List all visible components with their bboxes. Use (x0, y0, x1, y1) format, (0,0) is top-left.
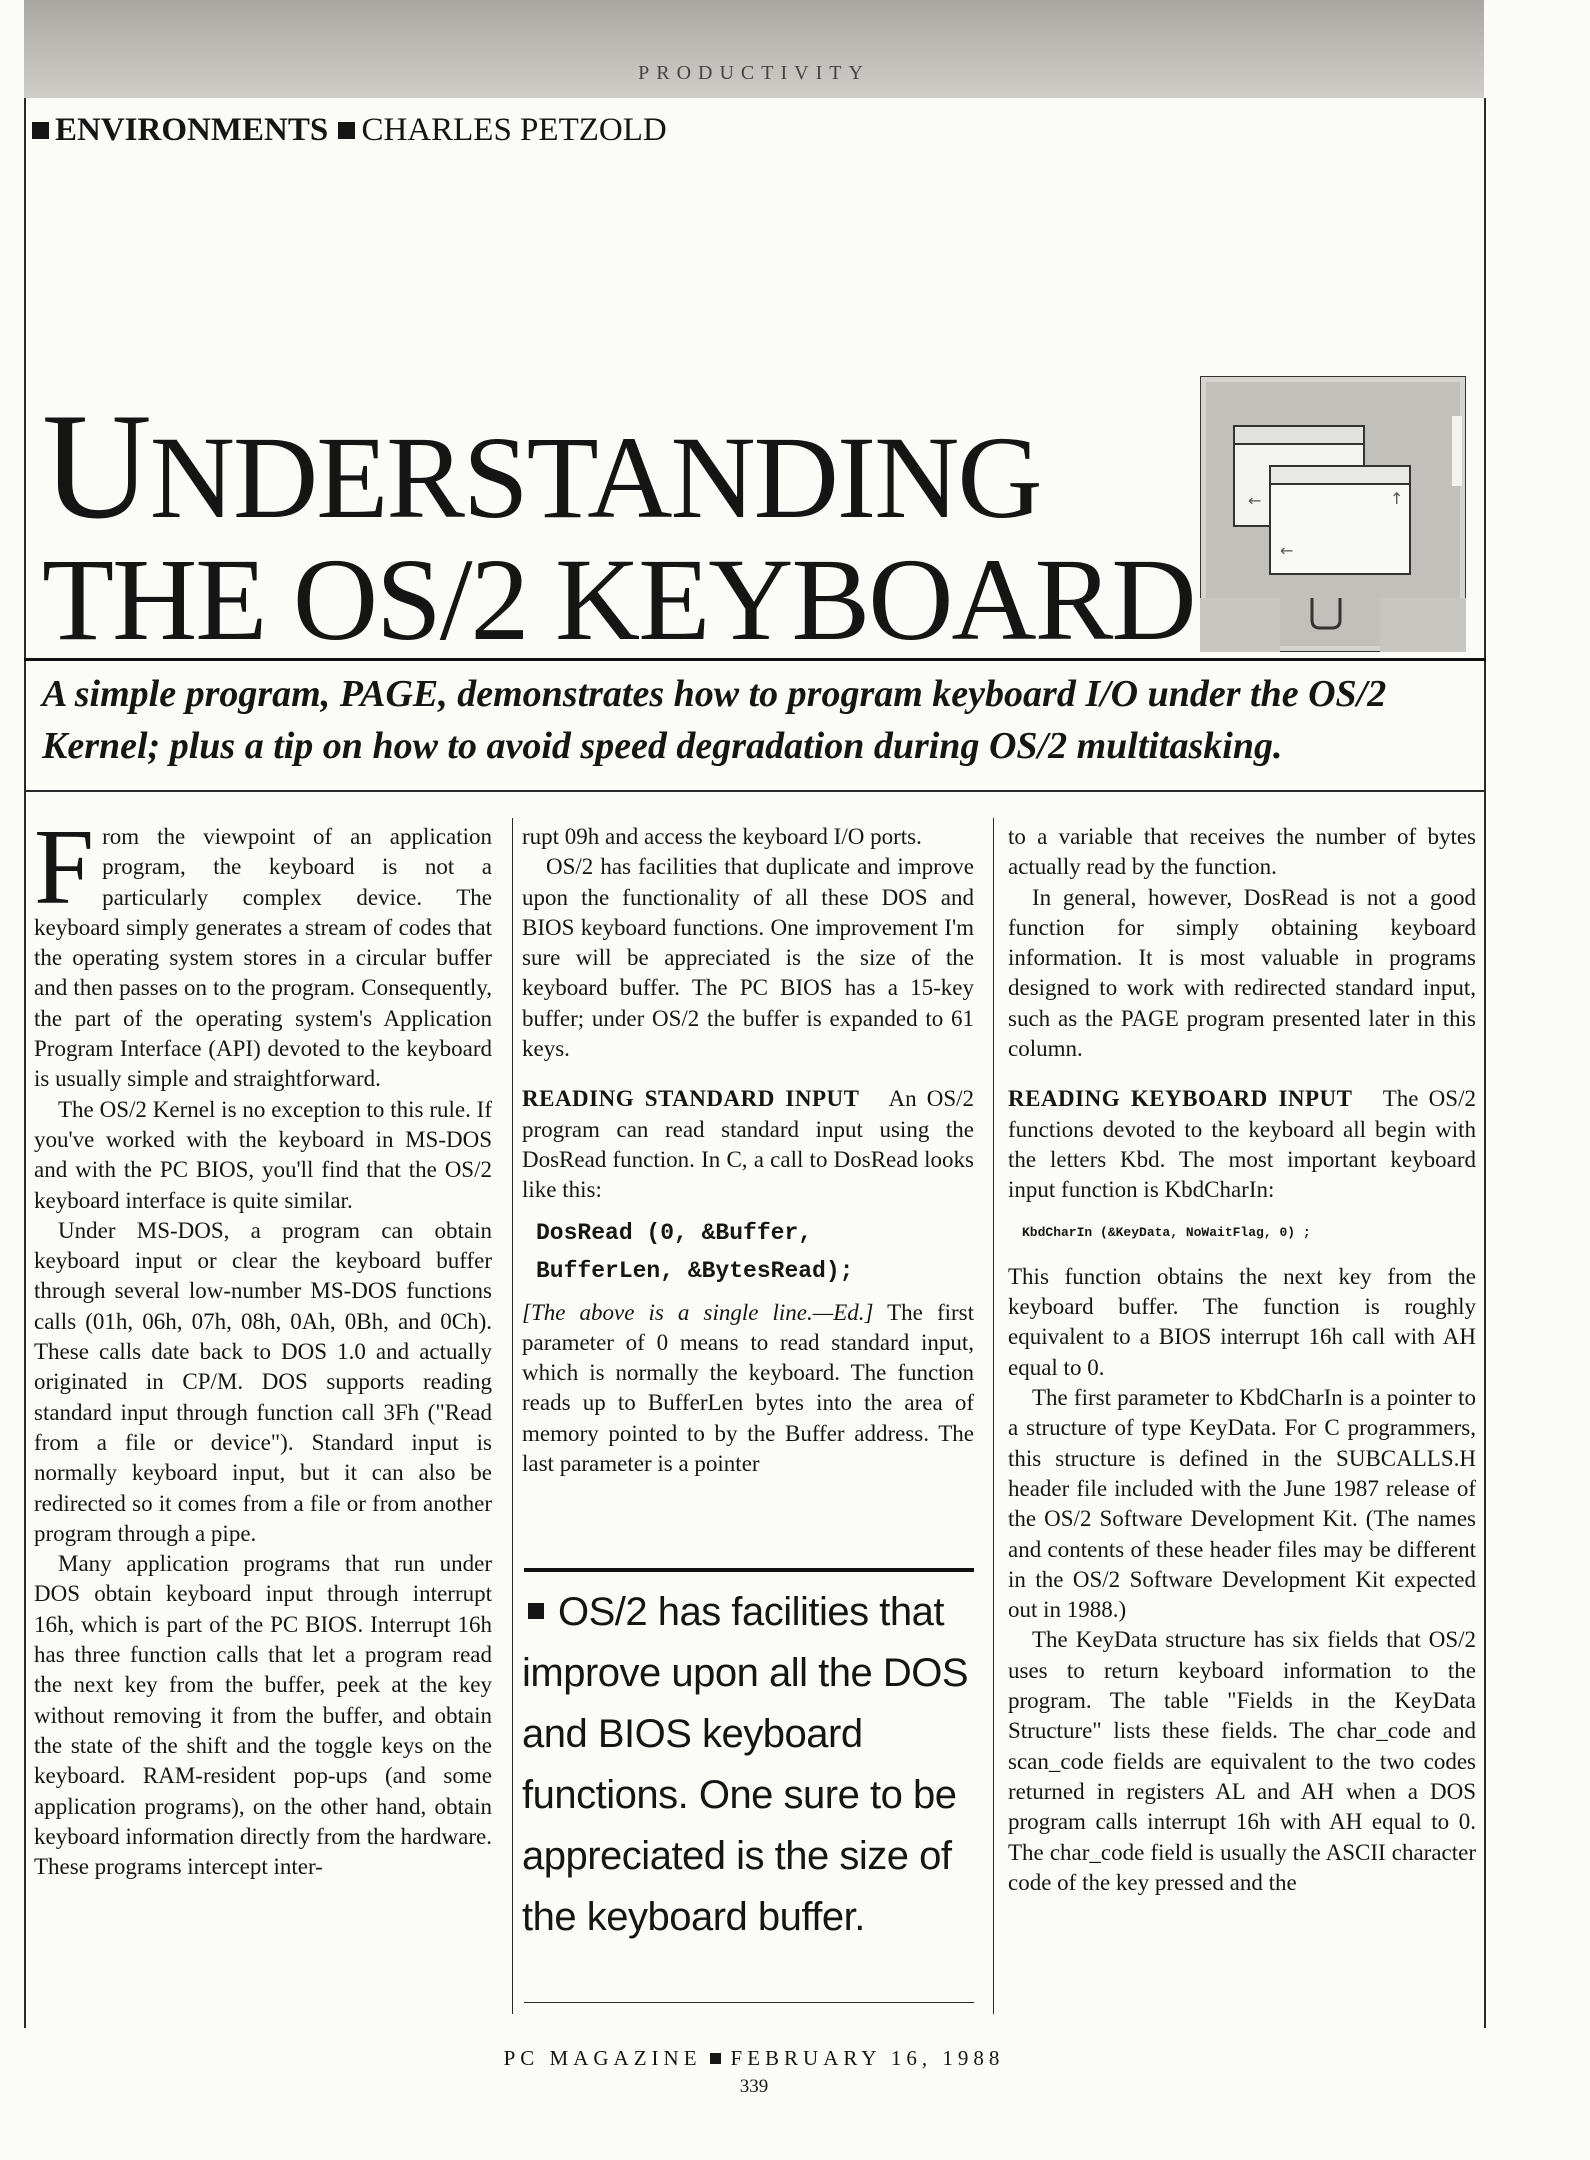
svg-text:←: ← (1280, 541, 1294, 560)
kicker (30, 112, 667, 149)
bullet-square-icon (338, 122, 355, 139)
paragraph-text: An OS/2 program can read standard input using the DosRead function. In C, a call to DosRead looks like this: (522, 1086, 974, 1203)
code-sample (536, 1214, 974, 1290)
paragraph: Many application programs that run under DOS obtain keyboard input through interrupt 16h, which is part of the PC BIOS. Interrupt 16h has three function calls that let a program read the next key from the buffer, peek at the key without removing it from the buffer, and obtain the state of the shift and the toggle keys on the keyboard. RAM-resident pop-ups (and some application programs), on the other hand, obtain keyboard information directly from the hardware. These programs intercept inter- (34, 1551, 492, 1880)
section-label: PRODUCTIVITY (638, 62, 870, 84)
bullet-square-icon (32, 122, 49, 139)
pullquote-bottom-rule (524, 2002, 974, 2003)
pull-quote (522, 1582, 974, 1948)
subheading-text: READING STANDARD INPUT (522, 1086, 860, 1112)
title-initial: U (42, 382, 150, 550)
bullet-square-icon (528, 1603, 544, 1619)
paragraph: Under MS-DOS, a program can obtain keyboard input or clear the keyboard buffer through several low-number MS-DOS functions calls (01h, 06h, 07h, 08h, 0Ah, 0Bh, and 0Ch). These calls date back to DOS 1.0 and actually originated in CP/M. DOS supports reading standard input through function call 3Fh ("Read from a file or device"). Standard input is normally keyboard input, but it can also be redirected so it comes from a file or from another program through a pipe. (34, 1217, 492, 1546)
author-name: CHARLES PETZOLD (361, 112, 667, 148)
title-line2: THE OS/2 KEYBOARD (42, 534, 1195, 665)
code-line: DosRead (0, &Buffer, (536, 1219, 813, 1246)
issue-date: FEBRUARY 16, 1988 (730, 2046, 1005, 2070)
column-1 (34, 808, 492, 1882)
paragraph-text: The first parameter of 0 means to read standard input, which is normally the keyboard. The function reads up to BufferLen bytes into the area of memory pointed to by the Buffer address. The last parameter is a pointer (522, 1299, 974, 1477)
article-title (42, 382, 1195, 665)
paragraph: The KeyData structure has six fields that OS/2 uses to return keyboard information to the program. The table "Fields in the KeyData Structure" lists these fields. The char_code and scan_code fields are equivalent to the two codes returned in registers AL and AH when a DOS program calls interrupt 16h with AH equal to 0. The char_code field is usually the ASCII character code of the key pressed and the (1008, 1627, 1476, 1895)
code-line: BufferLen, &BytesRead); (536, 1257, 854, 1284)
svg-text:←: ← (1248, 491, 1262, 510)
code-sample: KbdCharIn (&KeyData, NoWaitFlag, 0) ; (1022, 1224, 1311, 1240)
paragraph (34, 808, 492, 1095)
drop-cap: F (34, 808, 95, 927)
paragraph: to a variable that receives the number of bytes actually read by the function. (1008, 824, 1476, 880)
paragraph-text: The OS/2 functions devoted to the keyboard all begin with the letters Kbd. The most important keyboard input function is KbdCharIn: (1008, 1086, 1476, 1203)
page-number: 339 (739, 2076, 769, 2097)
paragraph: In general, however, DosRead is not a good function for simply obtaining keyboard information. It is most valuable in programs designed to work with redirected standard input, such as the PAGE program presented later in this column. (1008, 884, 1476, 1062)
paragraph-text: rom the viewpoint of an application program, the keyboard is not a particularly complex device. The keyboard simply generates a stream of codes that the operating system stores in a circular buffer and then passes on to the program. Consequently, the part of the operating system's Application Program Interface (API) devoted to the keyboard is usually simple and straightforward. (34, 824, 492, 1092)
page-footer (0, 2046, 1508, 2071)
pullquote-top-rule (524, 1568, 974, 1572)
column-divider-1 (512, 818, 513, 2014)
paragraph: rupt 09h and access the keyboard I/O ports. (522, 824, 922, 849)
column-2 (522, 822, 974, 1479)
title-line1: NDERSTANDING (149, 412, 1041, 543)
paragraph (522, 1298, 974, 1480)
svg-text:↑: ↑ (1390, 489, 1404, 508)
paragraph: This function obtains the next key from the keyboard buffer. The function is roughly equivalent to a BIOS interrupt 16h call with AH equal to 0. (1008, 1263, 1476, 1380)
bullet-square-icon (710, 2053, 721, 2064)
magazine-name: PC MAGAZINE (503, 2046, 702, 2070)
subheading: READING KEYBOARD INPUT (1008, 1086, 1353, 1112)
left-border (24, 98, 26, 2028)
department-label: ENVIRONMENTS (55, 112, 329, 148)
paragraph: The first parameter to KbdCharIn is a pointer to a structure of type KeyData. For C programmers, this structure is defined in the SUBCALLS.H header file included with the June 1987 release of the OS/2 Software Development Kit. (The names and contents of these header files may be different in the OS/2 Software Development Kit expected out in 1988.) (1008, 1385, 1476, 1623)
pull-quote-text: OS/2 has facilities that improve upon all the DOS and BIOS keyboard functions. One sure to be appreciated is the size of the keyboard buffer. (522, 1590, 969, 1939)
column-3 (1008, 822, 1476, 1898)
paragraph: OS/2 has facilities that duplicate and improve upon the functionality of all these DOS and BIOS keyboard functions. One improvement I'm sure will be appreciated is the size of the keyboard buffer. The PC BIOS has a 15-key buffer; under OS/2 the buffer is expanded to 61 keys. (522, 854, 974, 1062)
right-border (1484, 98, 1486, 2028)
paragraph: The OS/2 Kernel is no exception to this rule. If you've worked with the keyboard in MS-DOS and with the PC BIOS, you'll find that the OS/2 keyboard interface is quite similar. (34, 1096, 492, 1213)
editor-note: [The above is a single line.—Ed.] (522, 1299, 874, 1325)
column-divider-2 (993, 818, 994, 2014)
deck-bottom-rule (24, 790, 1486, 792)
deck-subtitle: A simple program, PAGE, demonstrates how to program keyboard I/O under the OS/2 Kernel; plus a tip on how to avoid speed degradation during OS/2 multitasking. (42, 673, 1387, 767)
stacked-windows-floppy-icon (1200, 376, 1466, 652)
